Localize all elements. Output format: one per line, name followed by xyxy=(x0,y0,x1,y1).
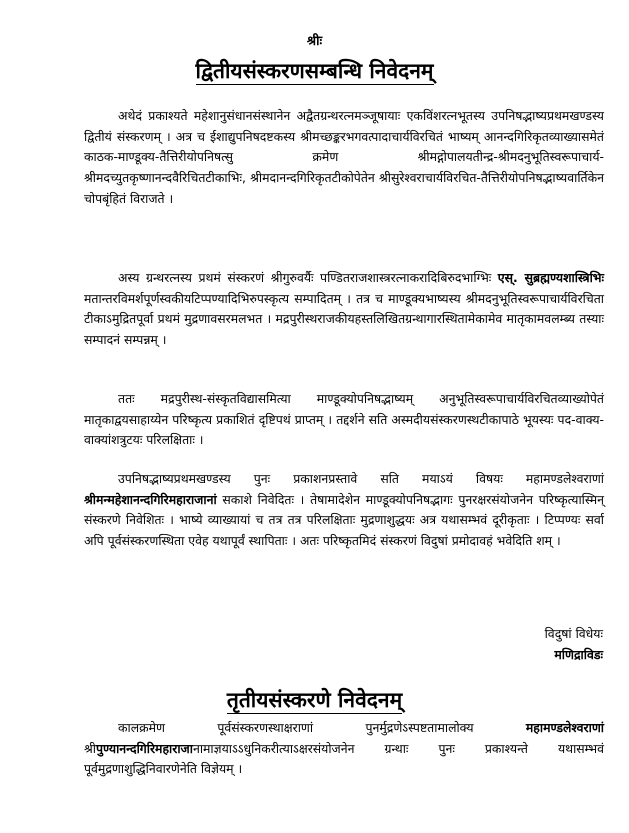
paragraph-2-text-a: अस्य ग्रन्थरत्नस्य प्रथमं संस्करणं श्रीगुरुवर्यैः पण्डितराजशास्त्ररत्नाकरादिबिरुदभाग्भिः xyxy=(118,270,498,285)
mahamandaleshwar-name: श्रीमन्महेशानन्दगिरिमहाराजानां xyxy=(84,491,217,507)
signature-name: मणिद्राविडः xyxy=(554,647,603,662)
signature-line-1: विदुषां विधेयः xyxy=(544,626,603,641)
paragraph-5-text-a: कालक्रमेण पूर्वसंस्करणस्थाक्षराणां पुनर्मुद्रणेऽस्पष्टतामालोक्य xyxy=(118,720,526,735)
section-title-text: तृतीयसंस्करणे निवेदनम् xyxy=(226,688,403,712)
paragraph-5-text-b: श्री xyxy=(84,740,96,756)
paragraph-5-text-c: नामाज्ञयाऽऽधुनिकरीत्याऽक्षरसंयोजनेन ग्रन्थाः पुनः प्रकाश्यन्ते यथासम्भवं पूर्वमुद्रणाशुद्धिनिवारणेनेति विज्ञेयम् । xyxy=(84,740,604,777)
editor-name: एस्. सुब्रह्मण्यशास्त्रिभिः xyxy=(497,270,604,285)
paragraph-4-text-a: उपनिषद्भाष्यप्रथमखण्डस्य पुनः प्रकाशनप्रस्तावे सति मयाऽयं विषयः महामण्डलेश्वराणां xyxy=(118,471,604,486)
paragraph-1-text: अथेदं प्रकाश्यते महेशानुसंधानसंस्थानेन अद्वैतग्रन्थरत्नमञ्जूषायाः एकविंशरत्नभूतस्य उपनिषद्भाष्यप्रथमखण्डस्य द्वितीयं संस्करणम् । अत्र च ईशाद्युपनिषदष्टकस्य श्रीमच्छङ्करभगवत्पादाचार्यविरचितं भाष्यम् आनन्दगिरिकृतव्याख्यासमेतं काठक-माण्डूक्य-तैत्तिरीयोपनिषत्सु क्रमेण श्रीमद्गोपालयतीन्द्र-श्रीमदनुभूतिस्वरूपाचार्य-श्रीमदच्युतकृष्णानन्दवैरिचितटीकाभिः, श्रीमदानन्दगिरिकृतटीकोपेतेन श्रीसुरेश्वराचार्यविरचित-तैत्तिरीयोपनिषद्भाष्यवार्तिकेन चोपबृंहितं विराजते । xyxy=(84,108,604,206)
mahamandaleshwar-title: महामण्डलेश्वराणां xyxy=(525,720,604,735)
section-title-text: द्वितीयसंस्करणसम्बन्धि निवेदनम् xyxy=(195,59,434,83)
paragraph-4-text-b: सकाशे निवेदितः । तेषामादेशेन माण्डूक्योपनिषद्भागः पुनरक्षरसंयोजनेन परिष्कृत्यास्मिन् संस्करणे निवेशितः । भाष्ये व्याख्यायां च तत्र तत्र परिलक्षिताः मुद्रणाशुद्धयः अत्र यथासम्भवं दूरीकृताः । टिप्पण्यः सर्वा अपि पूर्वसंस्करणस्थिता एवेह यथापूर्वं स्थापिताः । अतः परिष्कृतमिदं संस्करणं विदुषां प्रमोदावहं भवेदिति शम् । xyxy=(84,491,604,549)
invocation-text: श्रीः xyxy=(306,34,323,49)
paragraph-3-text: ततः मद्रपुरीस्थ-संस्कृतविद्यासमित्या माण्डूक्योपनिषद्भाष्यम् अनुभूतिस्वरूपाचार्यविरचितव्याख्योपेतं मातृकाद्वयसाहाय्येन परिष्कृत्य प्रकाशितं दृष्टिपथं प्राप्तम् । तद्दर्शने सति अस्मदीयसंस्करणस्थटीकापाठे भूयस्यः पद-वाक्य-वाक्यांशत्रुटयः परिलक्षिताः । xyxy=(84,391,604,448)
paragraph-1 xyxy=(84,106,604,210)
paragraph-2-text-b: मतान्तरविमर्शपूर्णस्वकीयटिप्पण्यादिभिरुपस्कृत्य सम्पादितम् । तत्र च माण्डूक्यभाष्यस्य श्रीमदनुभूतिस्वरूपाचार्यविरचिता टीकाऽमुद्रितपूर्वा प्रथमं मुद्रणावसरमलभत । मद्रपुरीस्थराजकीयहस्तलिखितग्रन्थागारस्थितामेकामेव मातृकामवलम्ब्य तस्याः सम्पादनं सम्पन्नम् । xyxy=(84,290,604,348)
paragraph-5 xyxy=(84,718,604,780)
maharaj-name: पुण्यानन्दगिरिमहाराजा xyxy=(95,740,193,756)
paragraph-4 xyxy=(84,469,604,552)
section-title-second-edition xyxy=(0,57,629,85)
section-title-third-edition xyxy=(0,686,629,714)
paragraph-3 xyxy=(84,389,604,451)
paragraph-2 xyxy=(84,268,604,351)
